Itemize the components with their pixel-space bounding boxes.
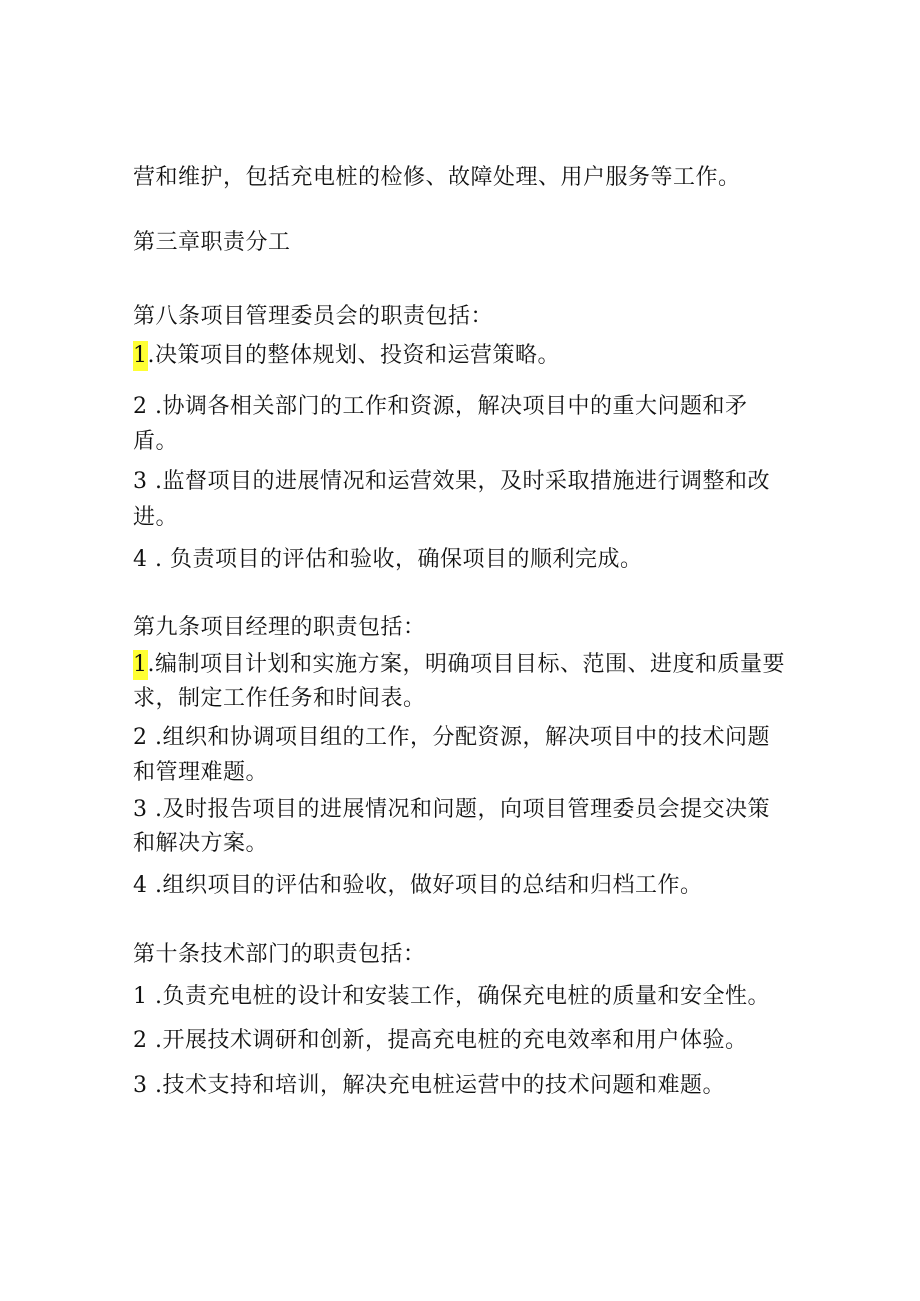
article-8-item-3-line-2: 进。 — [133, 505, 179, 530]
article-9-item-1-line-2: 求，制定工作任务和时间表。 — [133, 686, 426, 711]
article-9-item-2-line-1: 2 .组织和协调项目组的工作，分配资源，解决项目中的技术问题 — [133, 725, 770, 750]
highlighted-number: 1 — [133, 341, 148, 371]
article-8-item-2-line-1: 2 .协调各相关部门的工作和资源，解决项目中的重大问题和矛 — [133, 394, 748, 419]
article-10-item-1: 1 .负责充电桩的设计和安装工作，确保充电桩的质量和安全性。 — [133, 984, 770, 1009]
article-8-item-2-line-2: 盾。 — [133, 429, 179, 454]
article-8-item-3-line-1: 3 .监督项目的进展情况和运营效果，及时采取措施进行调整和改 — [133, 469, 770, 494]
article-9-item-2-line-2: 和管理难题。 — [133, 760, 269, 785]
highlighted-number: 1 — [133, 650, 148, 680]
article-9-item-1-line-1 — [133, 650, 785, 680]
chapter-heading: 第三章职责分工 — [133, 230, 291, 255]
article-10-item-2: 2 .开展技术调研和创新，提高充电桩的充电效率和用户体验。 — [133, 1028, 748, 1053]
article-9-item-1-text: .编制项目计划和实施方案，明确项目目标、范围、进度和质量要 — [147, 652, 785, 677]
article-8-item-4: 4 . 负责项目的评估和验收，确保项目的顺利完成。 — [133, 547, 643, 572]
article-10-item-3: 3 .技术支持和培训，解决充电桩运营中的技术问题和难题。 — [133, 1073, 725, 1098]
article-9-heading: 第九条项目经理的职责包括： — [133, 615, 426, 640]
article-9-item-3-line-2: 和解决方案。 — [133, 831, 269, 856]
article-9-item-4: 4 .组织项目的评估和验收，做好项目的总结和归档工作。 — [133, 873, 703, 898]
intro-continuation: 营和维护，包括充电桩的检修、故障处理、用户服务等工作。 — [133, 165, 741, 190]
article-9-item-3-line-1: 3 .及时报告项目的进展情况和问题，向项目管理委员会提交决策 — [133, 797, 770, 822]
article-8-item-1-text: .决策项目的整体规划、投资和运营策略。 — [147, 343, 560, 368]
article-8-heading: 第八条项目管理委员会的职责包括： — [133, 304, 494, 329]
article-8-item-1 — [133, 341, 560, 371]
article-10-heading: 第十条技术部门的职责包括： — [133, 942, 426, 967]
